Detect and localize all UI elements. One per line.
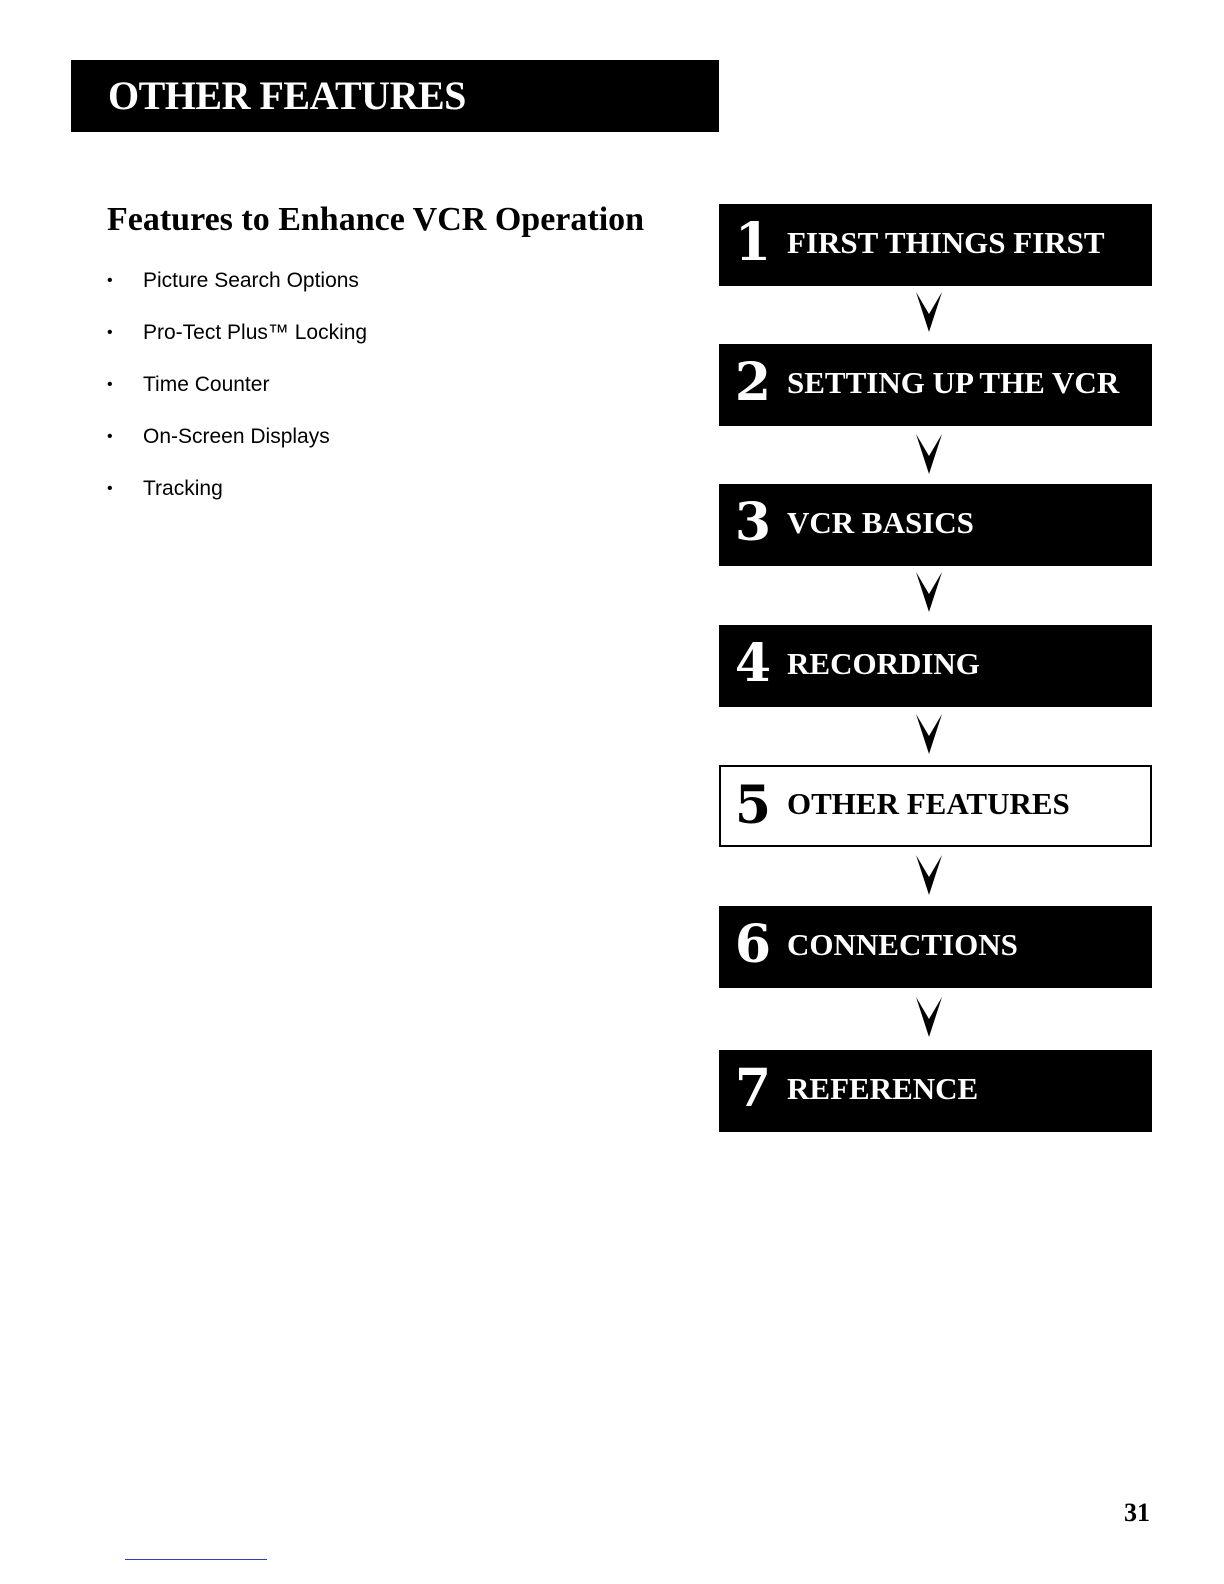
feature-list: [104, 264, 367, 524]
chapter-label: FIRST THINGS FIRST: [787, 225, 1105, 260]
list-item-label: Picture Search Options: [143, 269, 359, 292]
page-number: 31: [1124, 1498, 1150, 1527]
list-item-label: Tracking: [143, 477, 223, 500]
chapter-number: 6: [734, 914, 772, 975]
bullet: •: [107, 428, 113, 445]
chapter-number: 2: [734, 352, 772, 413]
chapter-label: CONNECTIONS: [787, 927, 1018, 962]
list-item: [104, 368, 367, 420]
chapter-7-box[interactable]: [719, 1050, 1152, 1132]
chapter-5-box-current[interactable]: [719, 765, 1152, 847]
footer-rule: [125, 1559, 267, 1560]
chapter-4-box[interactable]: [719, 625, 1152, 707]
bullet: •: [107, 272, 113, 289]
chapter-number: 4: [734, 633, 772, 694]
list-item: [104, 316, 367, 368]
chapter-number: 1: [734, 212, 772, 273]
bullet: •: [107, 480, 113, 497]
chevron-down-icon: [914, 995, 944, 1039]
list-item-label: On-Screen Displays: [143, 425, 330, 448]
bullet: •: [107, 376, 113, 393]
chapter-6-box[interactable]: [719, 906, 1152, 988]
chapter-label: OTHER FEATURES: [787, 786, 1070, 821]
chapter-label: RECORDING: [787, 646, 980, 681]
chapter-2-box[interactable]: [719, 344, 1152, 426]
chapter-label: VCR BASICS: [787, 505, 974, 540]
chapter-label: REFERENCE: [787, 1071, 979, 1106]
section-heading: Features to Enhance VCR Operation: [107, 201, 645, 238]
chapter-1-box[interactable]: [719, 204, 1152, 286]
list-item: [104, 472, 367, 524]
list-item-label: Time Counter: [143, 373, 270, 396]
chapter-number: 7: [734, 1058, 772, 1119]
list-item: [104, 420, 367, 472]
chapter-label: SETTING UP THE VCR: [787, 365, 1120, 400]
chapter-3-box[interactable]: [719, 484, 1152, 566]
chevron-down-icon: [914, 570, 944, 614]
chapter-number: 3: [734, 492, 772, 553]
page-title: OTHER FEATURES: [108, 73, 466, 118]
chapter-number: 5: [734, 775, 772, 836]
chevron-down-icon: [914, 853, 944, 897]
chevron-down-icon: [914, 290, 944, 334]
bullet: •: [107, 324, 113, 341]
list-item: [104, 264, 367, 316]
chevron-down-icon: [914, 432, 944, 476]
chevron-down-icon: [914, 712, 944, 756]
header-bar: [71, 60, 719, 132]
list-item-label: Pro-Tect Plus™ Locking: [143, 321, 368, 344]
